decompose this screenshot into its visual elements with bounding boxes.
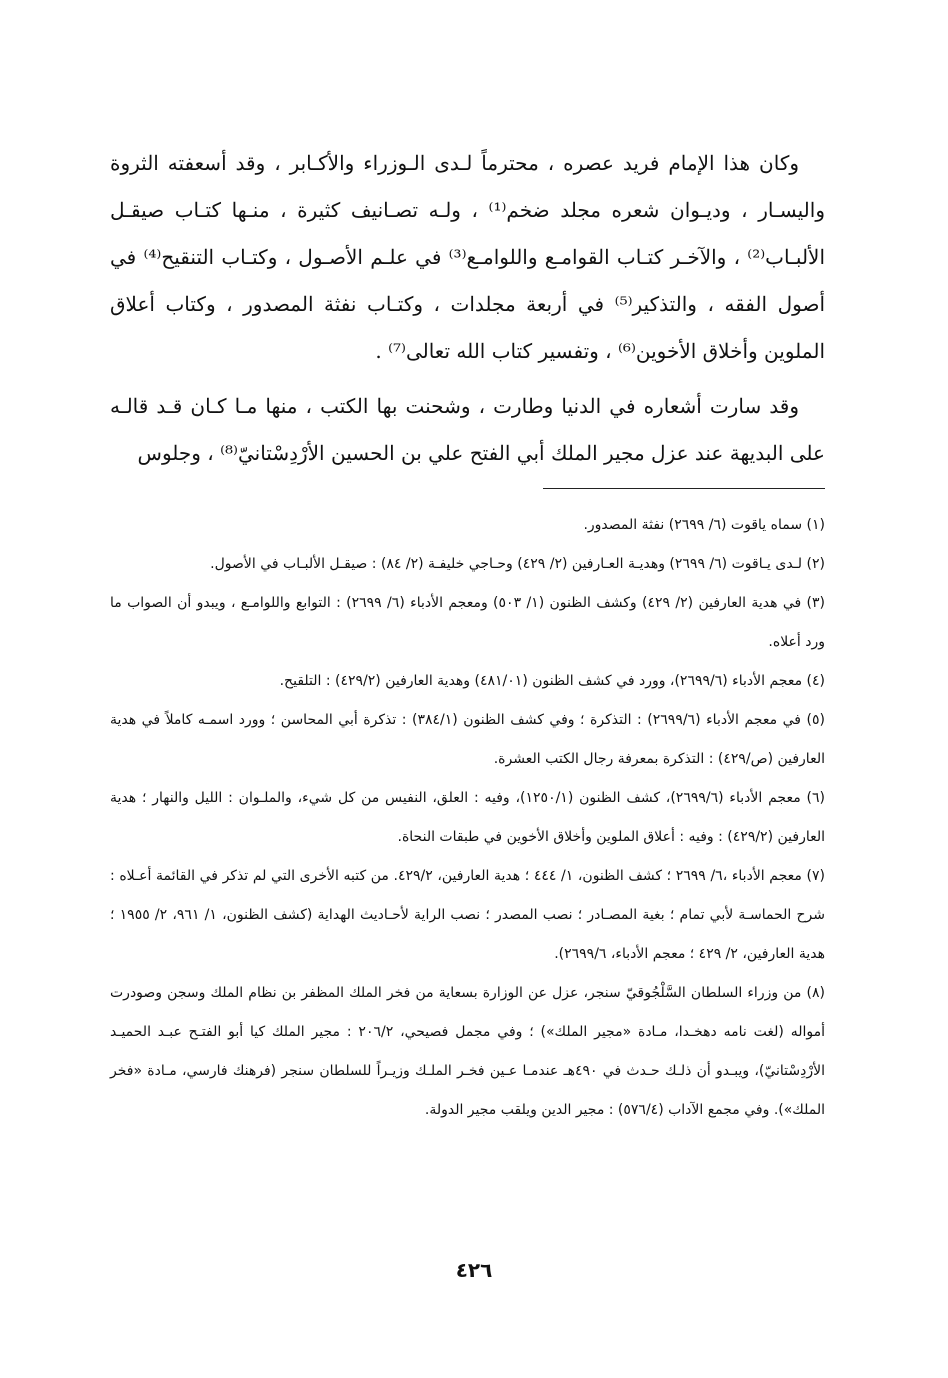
footnote-number: (٥)	[806, 712, 826, 728]
footnote-divider	[543, 488, 825, 489]
footnote-text: معجم الأدباء (٢٦٩٩/٦)، وورد في كشف الظنون (٤٨١/٠١) وهدية العارفين (٤٢٩/٢) : التلقيح.	[279, 673, 803, 689]
footnotes	[110, 506, 825, 1130]
main-text	[110, 140, 825, 477]
footnote-number: (٨)	[806, 985, 825, 1001]
footnote-number: (٣)	[806, 595, 826, 611]
footnote-text: معجم الأدباء ،٦/ ٢٦٩٩ ؛ كشف الظنون، ١/ ٤٤٤ ؛ هدية العارفين، ٤٢٩/٢. من كتبه الأخرى التي لم تذكر في القائمة أعـلاه : شرح الحماسـة لأبي تمام ؛ بغية المصـادر ؛ نصب المصدر ؛ نصب الراية لأحـاديث الهداية (كشف الظنون، ١/ ٩٦١، ٢/ ١٩٥٥ ؛ هدية العارفين، ٢/ ٤٢٩ ؛ معجم الأدباء، ٢٦٩٩/٦).	[110, 868, 826, 962]
footnote-text: لـدى يـاقوت (٦/ ٢٦٩٩) وهديـة العـارفين (٢/ ٤٢٩) وحـاجي خليفـة (٢/ ٨٤) : صيقـل الألبـاب في الأصول.	[210, 556, 803, 572]
main-paragraph-1: وكان هذا الإمام فريد عصره ، محترماً لـدى الـوزراء والأكـابر ، وقد أسعفته الثروة واليسـار ، وديـوان شعره مجلد ضخم⁽¹⁾ ، ولـه تصـانيف كثيرة ، منـها كتـاب صيقـل الألبـاب⁽²⁾ ، والآخـر كتـاب القوامـع واللوامـع⁽³⁾ في علـم الأصـول ، وكتـاب التنقيح⁽⁴⁾ في أصول الفقه ، والتذكير⁽⁵⁾ في أربعة مجلدات ، وكتـاب نفثة المصدور ، وكتاب أعلاق الملوين وأخلاق الأخوين⁽⁶⁾ ، وتفسير كتاب الله تعالى⁽⁷⁾ .	[110, 151, 826, 363]
footnote-text: من وزراء السلطان السَّلْجُوقيّ سنجر، عزل عن الوزارة بسعاية من فخر الملك المظفر بن نظام الملك وسجن وصودرت أمواله (لغت نامه دهخـدا، مـادة «مجير الملك») ؛ وفي مجمل فصيحي، ٢٠٦/٢ : مجير الملك كيا أبو الفتـح عبـد الحميـد الأرْدِسْتانيّ)، ويبـدو أن ذلـك حـدث في ٤٩٠هـ عندمـا عـين فخـر الملـك وزيـراً للسلطان سنجر (فرهنك فارسي، مـادة «فخر الملك»). وفي مجمع الآداب (٥٧٦/٤) : مجير الدين ويلقب مجير الدولة.	[110, 985, 825, 1118]
footnote-number: (٦)	[806, 790, 825, 806]
footnote-3	[110, 584, 825, 662]
footnote-4	[110, 662, 825, 701]
footnote-number: (١)	[806, 517, 825, 533]
footnote-text: في معجم الأدباء (٢٦٩٩/٦) : التذكرة ؛ وفي كشف الظنون (٣٨٤/١) : تذكرة أبي المحاسن ؛ وورد اسمـه كاملاً في هدية العارفين (ص/٤٢٩) : التذكرة بمعرفة رجال الكتب العشرة.	[110, 712, 825, 767]
main-paragraph-2: وقد سارت أشعاره في الدنيا وطارت ، وشحنت بها الكتب ، منها مـا كـان قـد قالـه على البديهة عند عزل مجير الملك أبي الفتح علي بن الحسين الأرْدِسْتانيّ⁽⁸⁾ ، وجلوس	[110, 394, 825, 465]
footnote-number: (٤)	[806, 673, 825, 689]
footnote-text: سماه ياقوت (٦/ ٢٦٩٩) نفثة المصدور.	[583, 517, 803, 533]
footnote-text: معجم الأدباء (٢٦٩٩/٦)، كشف الظنون (١٢٥٠/١)، وفيه : العلق، النفيس من كل شيء، والملـوان : الليل والنهار ؛ هدية العارفين (٤٢٩/٢) : وفيه : أعلاق الملوين وأخلاق الأخوين في طبقات النحاة.	[110, 790, 825, 845]
page-number: ٤٢٦	[455, 1258, 493, 1282]
footnote-2	[110, 545, 825, 584]
footnote-number: (٧)	[806, 868, 826, 884]
footnote-5	[110, 701, 825, 779]
footnote-7	[110, 857, 825, 974]
footnote-text: في هدية العارفين (٢/ ٤٢٩) وكشف الظنون (١/ ٥٠٣) ومعجم الأدباء (٦/ ٢٦٩٩) : التوابع واللوامـع ، ويبدو أن الصواب ما ورد أعلاه.	[110, 595, 825, 650]
footnote-8	[110, 974, 825, 1130]
footnote-number: (٢)	[806, 556, 825, 572]
footnote-1	[110, 506, 825, 545]
footnote-6	[110, 779, 825, 857]
